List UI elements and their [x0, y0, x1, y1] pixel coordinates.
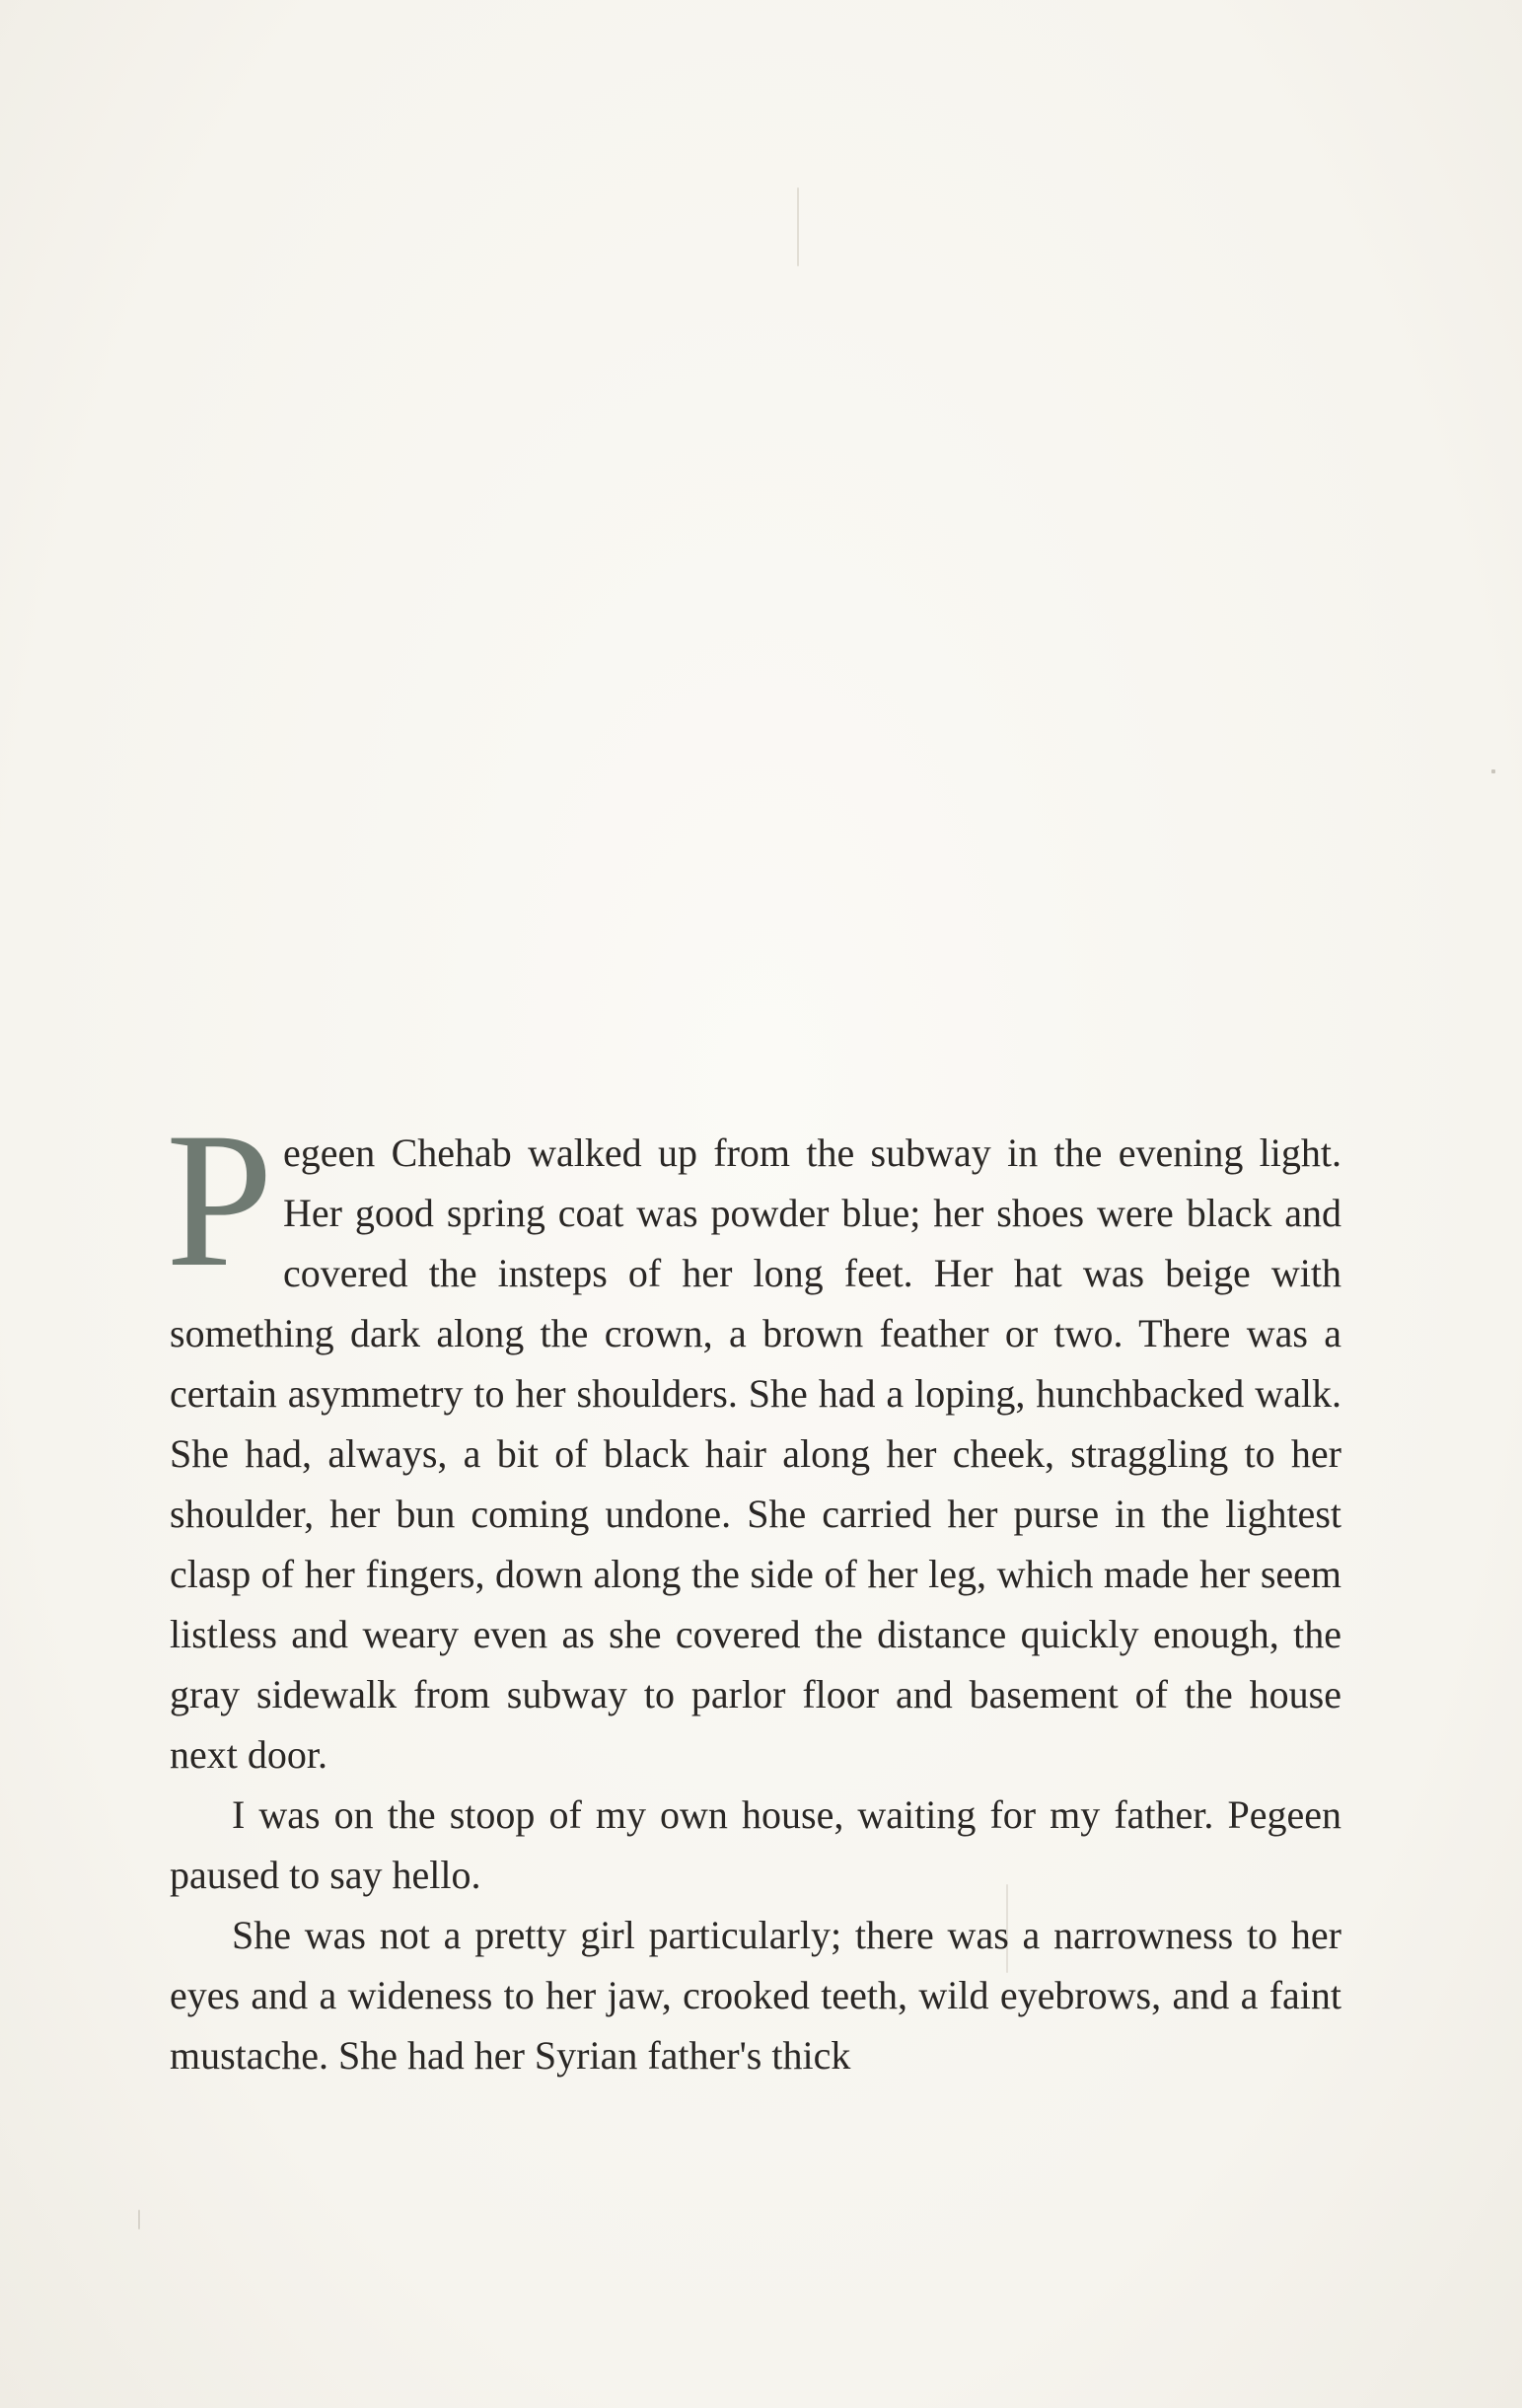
- drop-cap: P: [166, 1093, 274, 1307]
- body-text: [166, 1093, 1341, 2085]
- paper-mark: [138, 2210, 140, 2229]
- paragraph-text: egeen Chehab walked up from the subway in the evening light. Her good spring coat was powder blue; her shoes were black and covered the insteps of her long feet. Her hat was beige with something dark along the crown, a brown feather or two. There was a certain asymmetry to her shoulders. She had a loping, hunchbacked walk. She had, always, a bit of black hair along her cheek, straggling to her shoulder, her bun coming undone. She carried her purse in the lightest clasp of her fingers, down along the side of her leg, which made her seem listless and weary even as she covered the distance quickly enough, the gray sidewalk from subway to parlor floor and basement of the house next door.: [170, 1131, 1341, 1777]
- paper-mark: [1491, 769, 1495, 773]
- paper-mark: [797, 187, 799, 266]
- paragraph: [166, 1093, 1341, 1785]
- paragraph: I was on the stoop of my own house, waiting for my father. Pegeen paused to say hello.: [170, 1792, 1341, 1897]
- paragraph: She was not a pretty girl particularly; there was a narrowness to her eyes and a wideness to her jaw, crooked teeth, wild eyebrows, and a faint mustache. She had her Syrian father's thick: [170, 1913, 1341, 2078]
